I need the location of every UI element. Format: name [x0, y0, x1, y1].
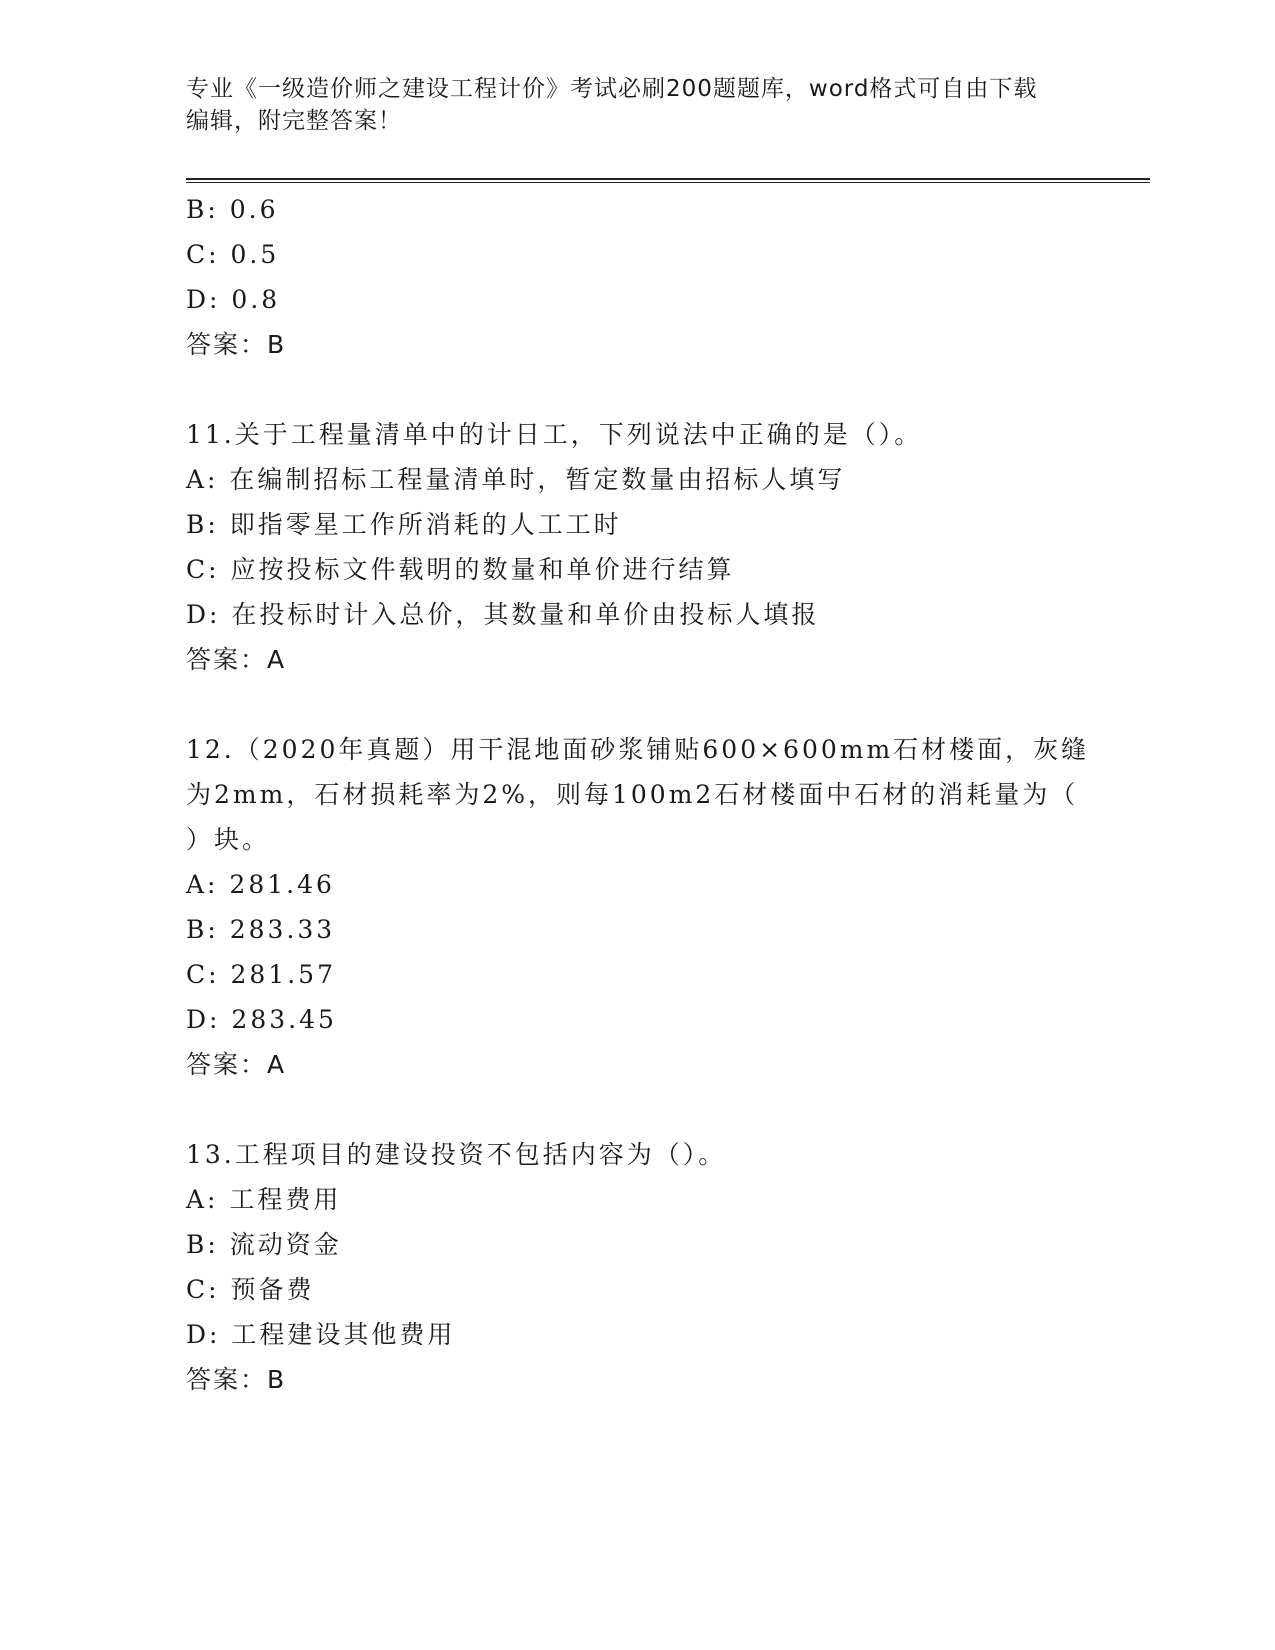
q12-stem-line-2: 为2mm，石材损耗率为2%，则每100m2石材楼面中石材的消耗量为（: [186, 780, 1079, 809]
header-line-2: 编辑，附完整答案！: [186, 108, 402, 134]
q11-option-a: A: 在编制招标工程量清单时，暂定数量由招标人填写: [186, 465, 846, 494]
q11-stem: 11.关于工程量清单中的计日工，下列说法中正确的是（）。: [186, 420, 923, 449]
document-header: [186, 73, 1066, 137]
q13-option-a: A: 工程费用: [186, 1185, 342, 1214]
q13-option-d: D: 工程建设其他费用: [186, 1320, 456, 1349]
q10-answer: 答案：B: [186, 330, 287, 359]
q13-option-c: C: 预备费: [186, 1275, 315, 1304]
q13-option-b: B: 流动资金: [186, 1230, 342, 1259]
q10-option-b: B: 0.6: [186, 195, 279, 224]
q11-answer: 答案：A: [186, 645, 287, 674]
q10-option-d: D: 0.8: [186, 285, 281, 314]
q12-option-d: D: 283.45: [186, 1005, 337, 1034]
header-line-1: 专业《一级造价师之建设工程计价》考试必刷200题题库，word格式可自由下载: [186, 76, 1038, 102]
q12-stem-line-1: 12.（2020年真题）用干混地面砂浆铺贴600×600mm石材楼面，灰缝: [186, 735, 1090, 764]
header-divider: [186, 178, 1150, 183]
q12-option-a: A: 281.46: [186, 870, 335, 899]
q12-option-c: C: 281.57: [186, 960, 336, 989]
q13-stem: 13.工程项目的建设投资不包括内容为（）。: [186, 1140, 727, 1169]
q10-option-c: C: 0.5: [186, 240, 280, 269]
q11-option-b: B: 即指零星工作所消耗的人工工时: [186, 510, 622, 539]
q13-answer: 答案：B: [186, 1365, 287, 1394]
q12-answer: 答案：A: [186, 1050, 287, 1079]
q12-option-b: B: 283.33: [186, 915, 336, 944]
q11-option-d: D: 在投标时计入总价，其数量和单价由投标人填报: [186, 600, 820, 629]
q11-option-c: C: 应按投标文件载明的数量和单价进行结算: [186, 555, 735, 584]
q12-stem-line-3: ）块。: [186, 825, 271, 854]
